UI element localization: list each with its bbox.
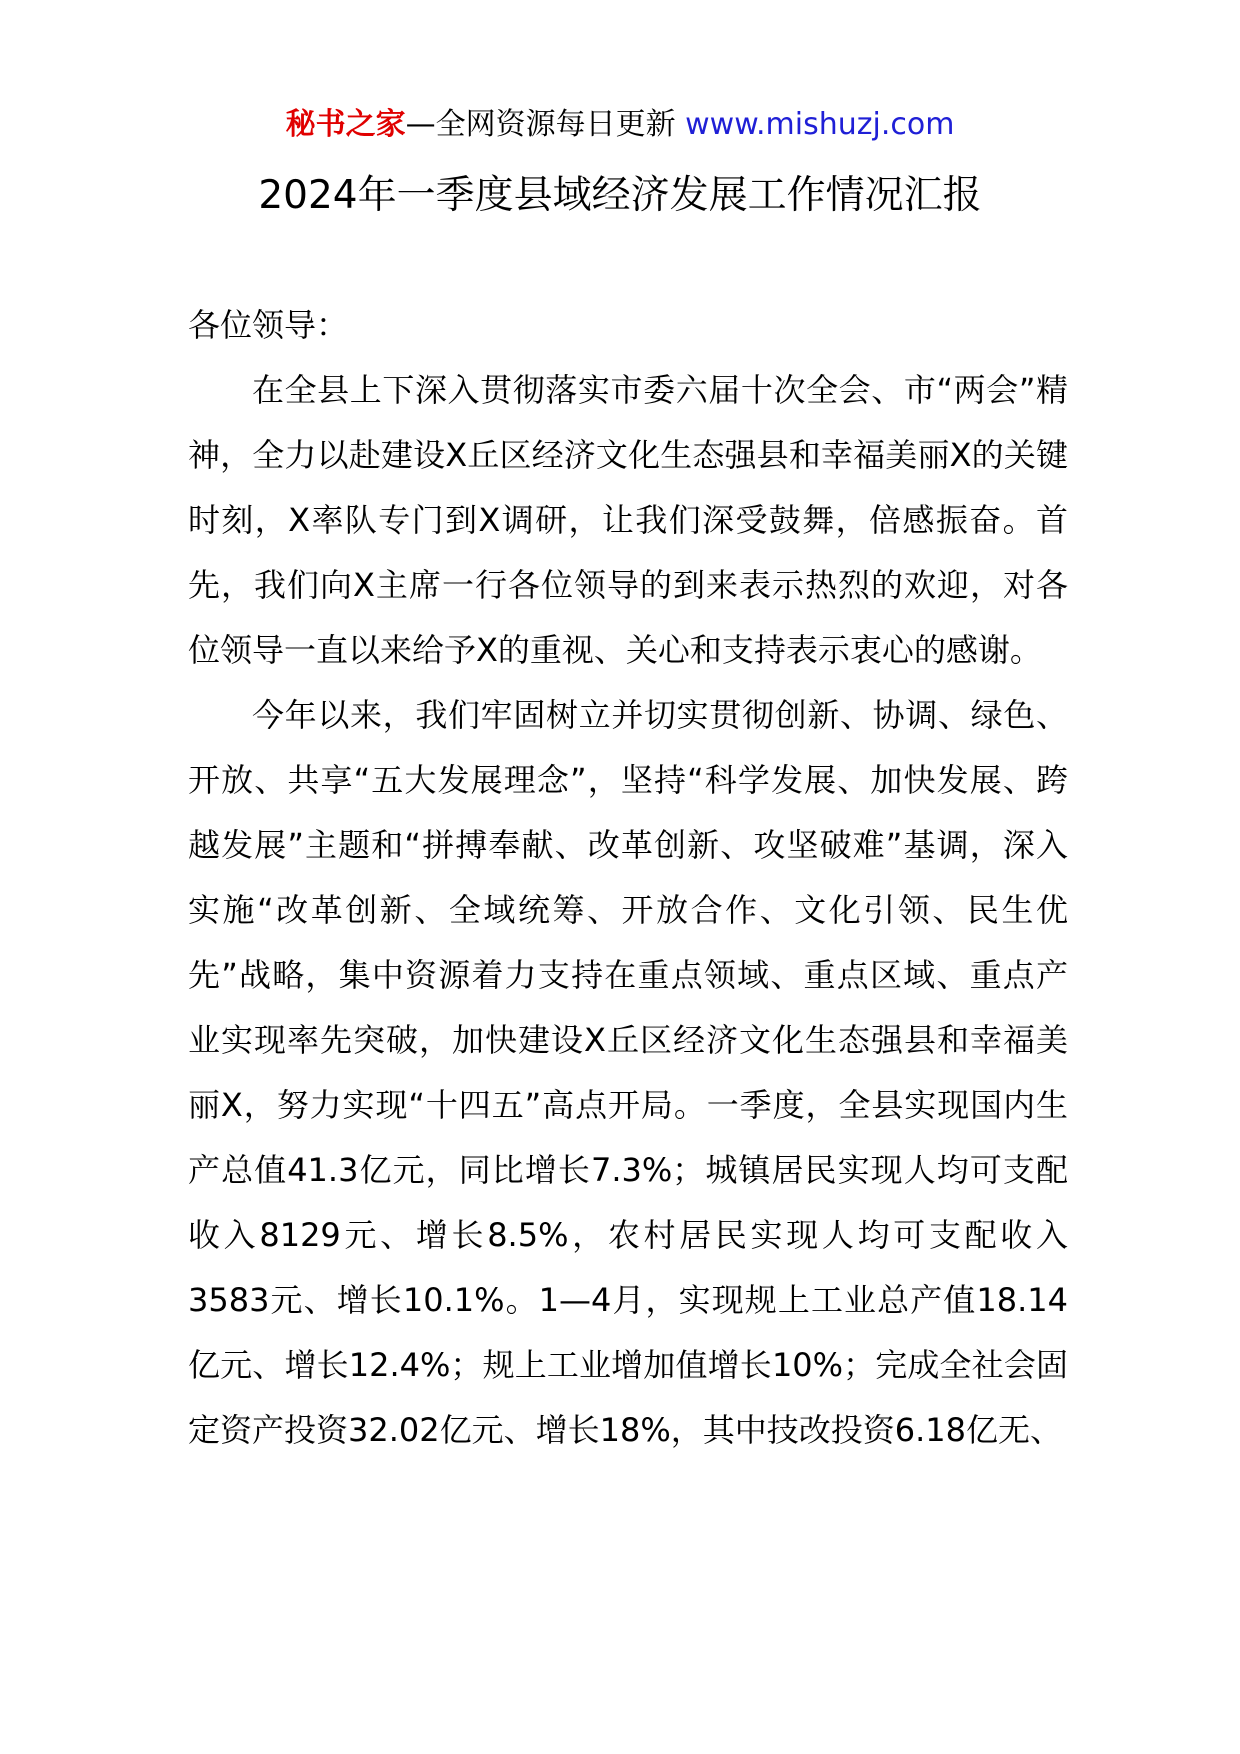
paragraph-progress: 今年以来，我们牢固树立并切实贯彻创新、协调、绿色、开放、共享“五大发展理念”，坚持“科学发展、加快发展、跨越发展”主题和“拼搏奉献、改革创新、攻坚破难”基调，深入实施“改革创新、全域统筹、开放合作、文化引领、民生优先”战略，集中资源着力支持在重点领域、重点区域、重点产业实现率先突破，加快建设X丘区经济文化生态强县和幸福美丽X，努力实现“十四五”高点开局。一季度，全县实现国内生产总值41.3亿元，同比增长7.3%；城镇居民实现人均可支配收入8129元、增长8.5%，农村居民实现人均可支配收入3583元、增长10.1%。1—4月，实现规上工业总产值18.14亿元、增长12.4%；规上工业增加值增长10%；完成全社会固定资产投资32.02亿元、增长18%，其中技改投资6.18亿无、 bbox=[188, 696, 1068, 1449]
site-banner bbox=[0, 100, 1240, 150]
document-body bbox=[188, 293, 1068, 1463]
banner-slogan: —全网资源每日更新 bbox=[405, 107, 686, 142]
paragraph-opening: 在全县上下深入贯彻落实市委六届十次全会、市“两会”精神，全力以赴建设X丘区经济文化生态强县和幸福美丽X的关键时刻，X率队专门到X调研，让我们深受鼓舞，倍感振奋。首先，我们向X主席一行各位领导的到来表示热烈的欢迎，对各位领导一直以来给予X的重视、关心和支持表示衷心的感谢。 bbox=[188, 371, 1068, 669]
site-url-link[interactable]: www.mishuzj.com bbox=[685, 107, 955, 142]
salutation: 各位领导： bbox=[188, 306, 349, 344]
document-title: 2024年一季度县域经济发展工作情况汇报 bbox=[258, 173, 982, 218]
brand-name: 秘书之家 bbox=[285, 107, 406, 142]
